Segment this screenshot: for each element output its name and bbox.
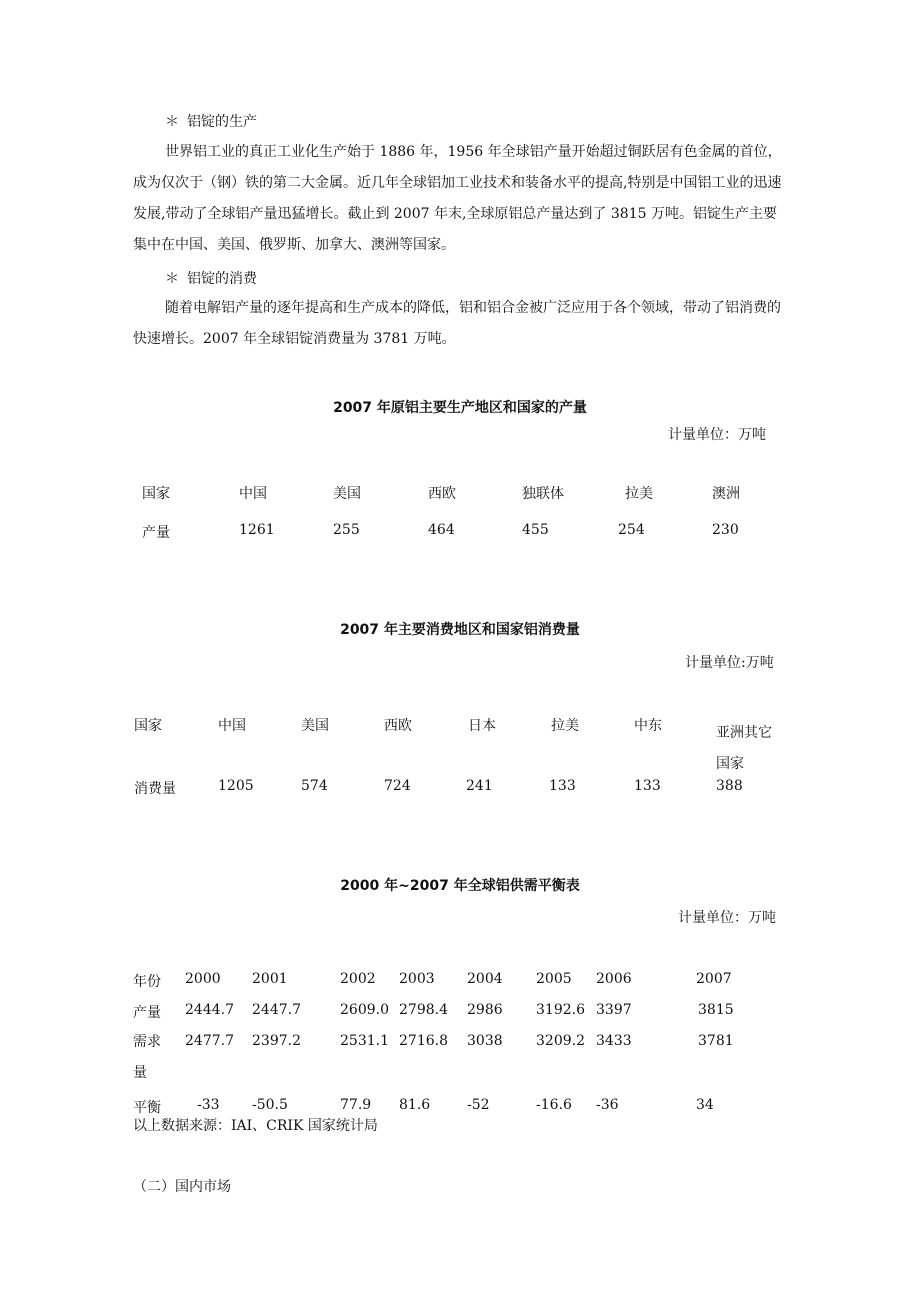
- consumption-heading: [165, 268, 257, 288]
- table1-col-header: 西欧: [428, 486, 456, 502]
- table2-cell: 574: [301, 778, 328, 794]
- table2-cell: 724: [384, 778, 411, 794]
- table2-title: 2007 年主要消费地区和国家铝消费量: [340, 622, 580, 638]
- bullet-star: ＊: [165, 271, 179, 287]
- table3-balance-cell: 77.9: [340, 1097, 372, 1113]
- table2-cell: 1205: [218, 778, 254, 794]
- table1-cell: 1261: [239, 522, 275, 538]
- table1-col-header: 拉美: [625, 486, 653, 502]
- production-heading: [165, 111, 257, 131]
- table3-year: 2001: [252, 971, 288, 987]
- table3-balance-cell: -16.6: [536, 1097, 572, 1113]
- table1-unit: 计量单位：万吨: [668, 427, 766, 443]
- table3-output-cell: 2609.0: [340, 1002, 389, 1018]
- table2-col-header: 日本: [468, 718, 496, 734]
- table1-row-label: 产量: [142, 525, 170, 541]
- table2-col-header: 拉美: [551, 718, 579, 734]
- consumption-paragraph: 随着电解铝产量的逐年提高和生产成本的降低，铝和铝合金被广泛应用于各个领域，带动了铝消费的快速增长。2007 年全球铝锭消费量为 3781 万吨。: [133, 300, 781, 347]
- table1-title: 2007 年原铝主要生产地区和国家的产量: [333, 400, 587, 416]
- table3-balance-cell: 34: [696, 1097, 714, 1113]
- production-paragraph: 世界铝工业的真正工业化生产始于 1886 年，1956 年全球铝产量开始超过铜跃居有色金属的首位，成为仅次于（钢）铁的第二大金属。近几年全球铝加工业技术和装备水平的提高,特别是中国铝工业的迅速发展,带动了全球铝产量迅猛增长。截止到 2007 年末,全球原铝总产量达到了 3815 万吨。铝锭生产主要集中在中国、美国、俄罗斯、加拿大、澳洲等国家。: [133, 144, 782, 253]
- table3-balance-cell: -52: [467, 1097, 490, 1113]
- table3-demand-cell: 2477.7: [185, 1033, 234, 1049]
- table1-col-header: 独联体: [522, 486, 564, 502]
- table3-demand-cell: 3433: [596, 1033, 632, 1049]
- data-source-note: 以上数据来源：IAI、CRIK 国家统计局: [133, 1118, 378, 1134]
- table2-col-header: 亚洲其它国家: [716, 725, 772, 772]
- production-paragraph-block: [133, 137, 785, 261]
- table3-balance-cell: -33: [197, 1097, 220, 1113]
- table1-cell: 230: [712, 522, 739, 538]
- table3-year: 2003: [399, 971, 435, 987]
- table3-demand-cell: 3038: [467, 1033, 503, 1049]
- production-heading-text: 铝锭的生产: [187, 114, 257, 130]
- table1-header-label: 国家: [142, 486, 170, 502]
- table3-demand-cell: 3209.2: [536, 1033, 585, 1049]
- table3-output-cell: 3192.6: [536, 1002, 585, 1018]
- table2-row-label: 消费量: [134, 781, 176, 797]
- table3-demand-cell: 2716.8: [399, 1033, 448, 1049]
- table3-output-cell: 2986: [467, 1002, 503, 1018]
- table2-col-header: 中东: [634, 718, 662, 734]
- table3-output-cell: 2444.7: [185, 1002, 234, 1018]
- table2-unit: 计量单位:万吨: [685, 655, 774, 671]
- table3-output-cell: 2798.4: [399, 1002, 448, 1018]
- consumption-paragraph-block: [133, 293, 785, 355]
- consumption-heading-text: 铝锭的消费: [187, 271, 257, 287]
- bullet-star: ＊: [165, 114, 179, 130]
- table3-unit: 计量单位：万吨: [678, 910, 776, 926]
- table1-cell: 464: [428, 522, 455, 538]
- table3-demand-cell: 3781: [698, 1033, 734, 1049]
- table1-cell: 455: [522, 522, 549, 538]
- table2-cell: 388: [716, 778, 743, 794]
- table3-demand-cell: 2397.2: [252, 1033, 301, 1049]
- table2-col-header: 中国: [218, 718, 246, 734]
- table3-year: 2006: [596, 971, 632, 987]
- table1-col-header: 中国: [239, 486, 267, 502]
- table2-cell: 133: [549, 778, 576, 794]
- table3-demand-label: 需求量: [133, 1034, 161, 1081]
- table1-col-header: 美国: [333, 486, 361, 502]
- table3-year: 2004: [467, 971, 503, 987]
- section-heading: （二）国内市场: [133, 1179, 231, 1195]
- table3-output-cell: 3815: [698, 1002, 734, 1018]
- table1-cell: 254: [618, 522, 645, 538]
- table3-balance-label: 平衡: [133, 1100, 161, 1116]
- table3-output-label: 产量: [133, 1005, 161, 1021]
- table3-year-label: 年份: [133, 974, 161, 990]
- table3-balance-cell: -36: [596, 1097, 619, 1113]
- table2-col-header: 美国: [301, 718, 329, 734]
- table3-balance-cell: -50.5: [252, 1097, 288, 1113]
- table1-col-header: 澳洲: [712, 486, 740, 502]
- table2-col-header: 西欧: [384, 718, 412, 734]
- table2-header-label: 国家: [134, 718, 162, 734]
- table3-year: 2000: [185, 971, 221, 987]
- table2-cell: 241: [466, 778, 493, 794]
- table3-output-cell: 2447.7: [252, 1002, 301, 1018]
- table3-year: 2007: [696, 971, 732, 987]
- table3-balance-cell: 81.6: [399, 1097, 431, 1113]
- table2-cell: 133: [634, 778, 661, 794]
- table3-year: 2002: [340, 971, 376, 987]
- table3-output-cell: 3397: [596, 1002, 632, 1018]
- table3-year: 2005: [536, 971, 572, 987]
- table1-cell: 255: [333, 522, 360, 538]
- table3-title: 2000 年~2007 年全球铝供需平衡表: [340, 878, 580, 894]
- table3-demand-cell: 2531.1: [340, 1033, 389, 1049]
